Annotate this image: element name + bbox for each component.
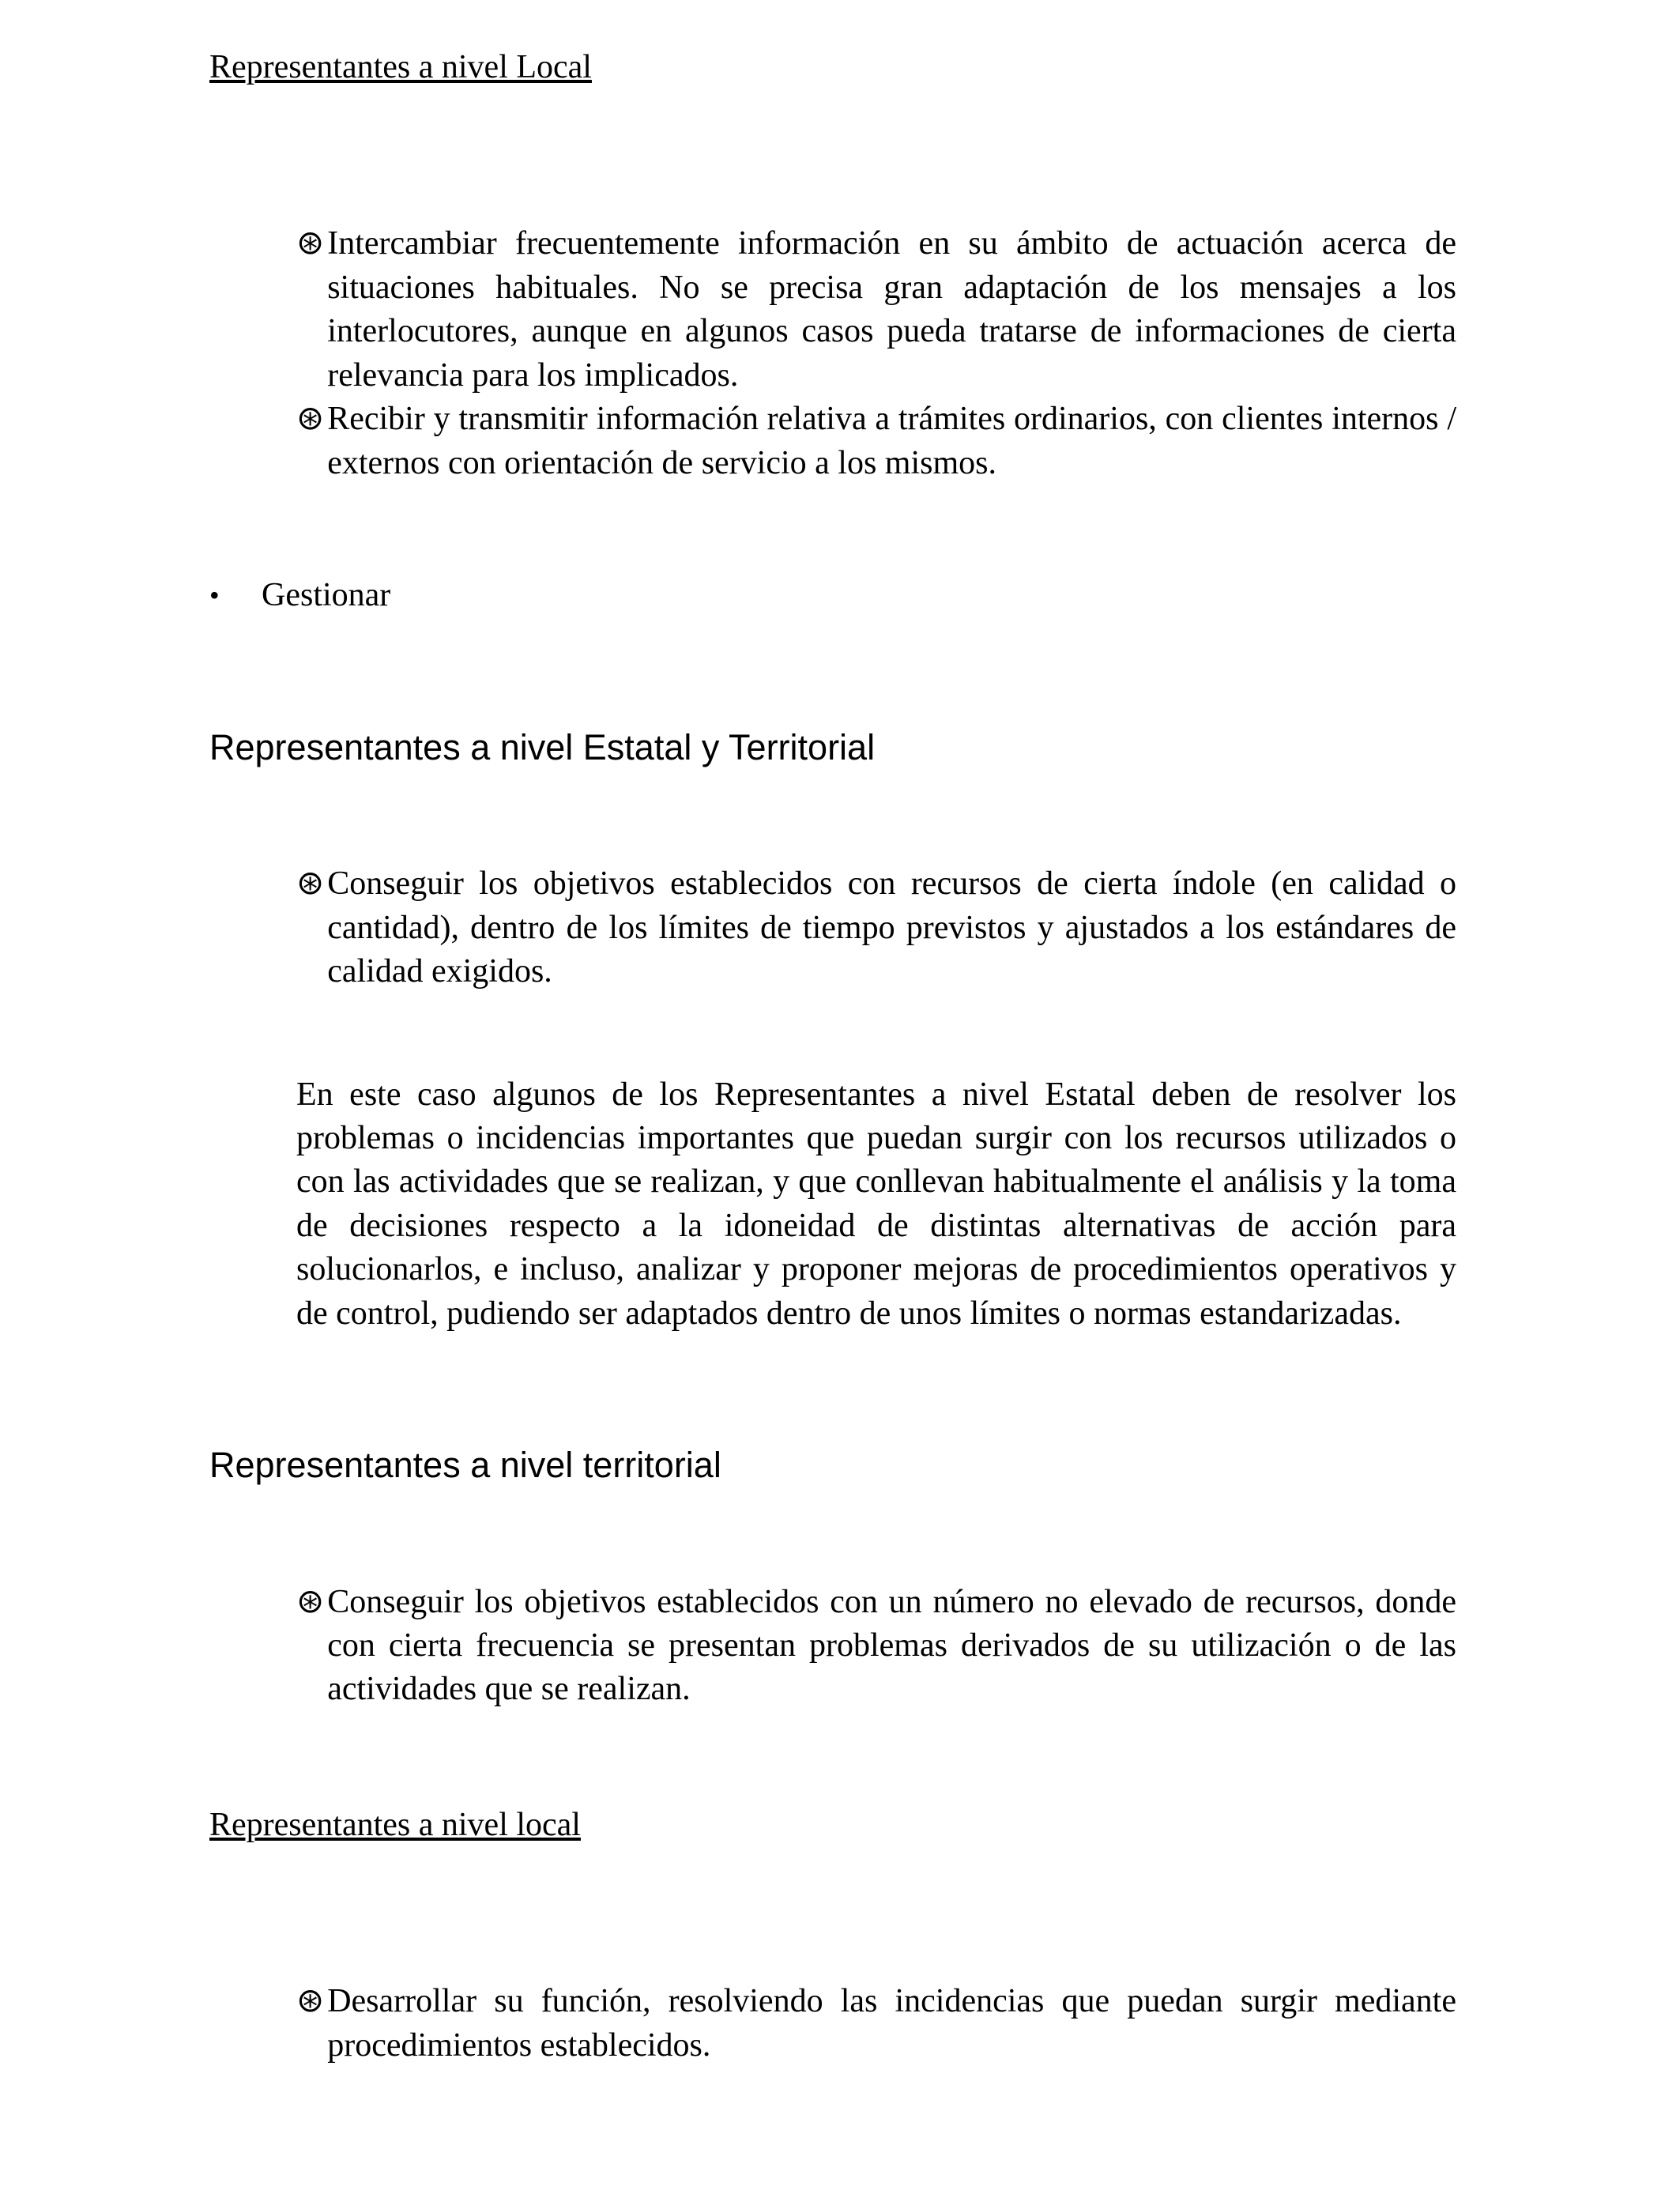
gestionar-list-item bbox=[209, 574, 1456, 618]
list-item bbox=[296, 1581, 1456, 1712]
bullet-text: Conseguir los objetivos establecidos con un número no elevado de recursos, donde con cierta frecuencia se presentan problemas derivados de su utilización o de las actividades que se realizan. bbox=[327, 1583, 1456, 1708]
heading-representantes-nivel-estatal-territorial: Representantes a nivel Estatal y Territorial bbox=[209, 726, 876, 767]
asterisk-bullet-icon: ⊛ bbox=[296, 865, 325, 903]
list-item bbox=[296, 398, 1456, 485]
heading-representantes-nivel-territorial: Representantes a nivel territorial bbox=[209, 1445, 721, 1486]
dot-bullet-icon: • bbox=[209, 579, 220, 612]
asterisk-bullet-icon: ⊛ bbox=[296, 1583, 325, 1620]
territorial-bullet-list bbox=[296, 1581, 1456, 1712]
local-top-bullet-list bbox=[296, 222, 1456, 485]
estatal-bullet-list bbox=[296, 862, 1456, 993]
asterisk-bullet-icon: ⊛ bbox=[296, 1983, 325, 2020]
bullet-text: Intercambiar frecuentemente información en su ámbito de actuación acerca de situaciones habituales. No se precisa gran adaptación de los mensajes a los interlocutores, aunque en algunos casos pueda tratarse de informaciones de cierta relevancia para los implicados. bbox=[327, 225, 1456, 394]
asterisk-bullet-icon: ⊛ bbox=[296, 225, 325, 262]
estatal-paragraph: En este caso algunos de los Representantes a nivel Estatal deben de resolver los problemas o incidencias importantes que puedan surgir con los recursos utilizados o con las actividades que se realizan, y que conllevan habitualmente el análisis y la toma de decisiones respecto a la idoneidad de distintas alternativas de acción para solucionarlos, e incluso, analizar y proponer mejoras de procedimientos operativos y de control, pudiendo ser adaptados dentro de unos límites o normas estandarizadas. bbox=[296, 1076, 1456, 1332]
list-item bbox=[296, 862, 1456, 993]
bullet-text: Conseguir los objetivos establecidos con recursos de cierta índole (en calidad o cantidad), dentro de los límites de tiempo previstos y ajustados a los estándares de calidad exigidos. bbox=[327, 865, 1456, 990]
list-item bbox=[296, 222, 1456, 398]
list-item bbox=[296, 1980, 1456, 2068]
heading-representantes-nivel-local-bottom: Representantes a nivel local bbox=[209, 1806, 581, 1843]
local-bottom-bullet-list bbox=[296, 1980, 1456, 2068]
asterisk-bullet-icon: ⊛ bbox=[296, 401, 325, 438]
bullet-text: Recibir y transmitir información relativa a trámites ordinarios, con clientes internos / externos con orientación de servicio a los mismos. bbox=[327, 401, 1456, 481]
gestionar-label: Gestionar bbox=[262, 577, 391, 614]
bullet-text: Desarrollar su función, resolviendo las incidencias que puedan surgir mediante procedimientos establecidos. bbox=[327, 1983, 1456, 2064]
heading-representantes-nivel-local-top: Representantes a nivel Local bbox=[209, 49, 592, 85]
